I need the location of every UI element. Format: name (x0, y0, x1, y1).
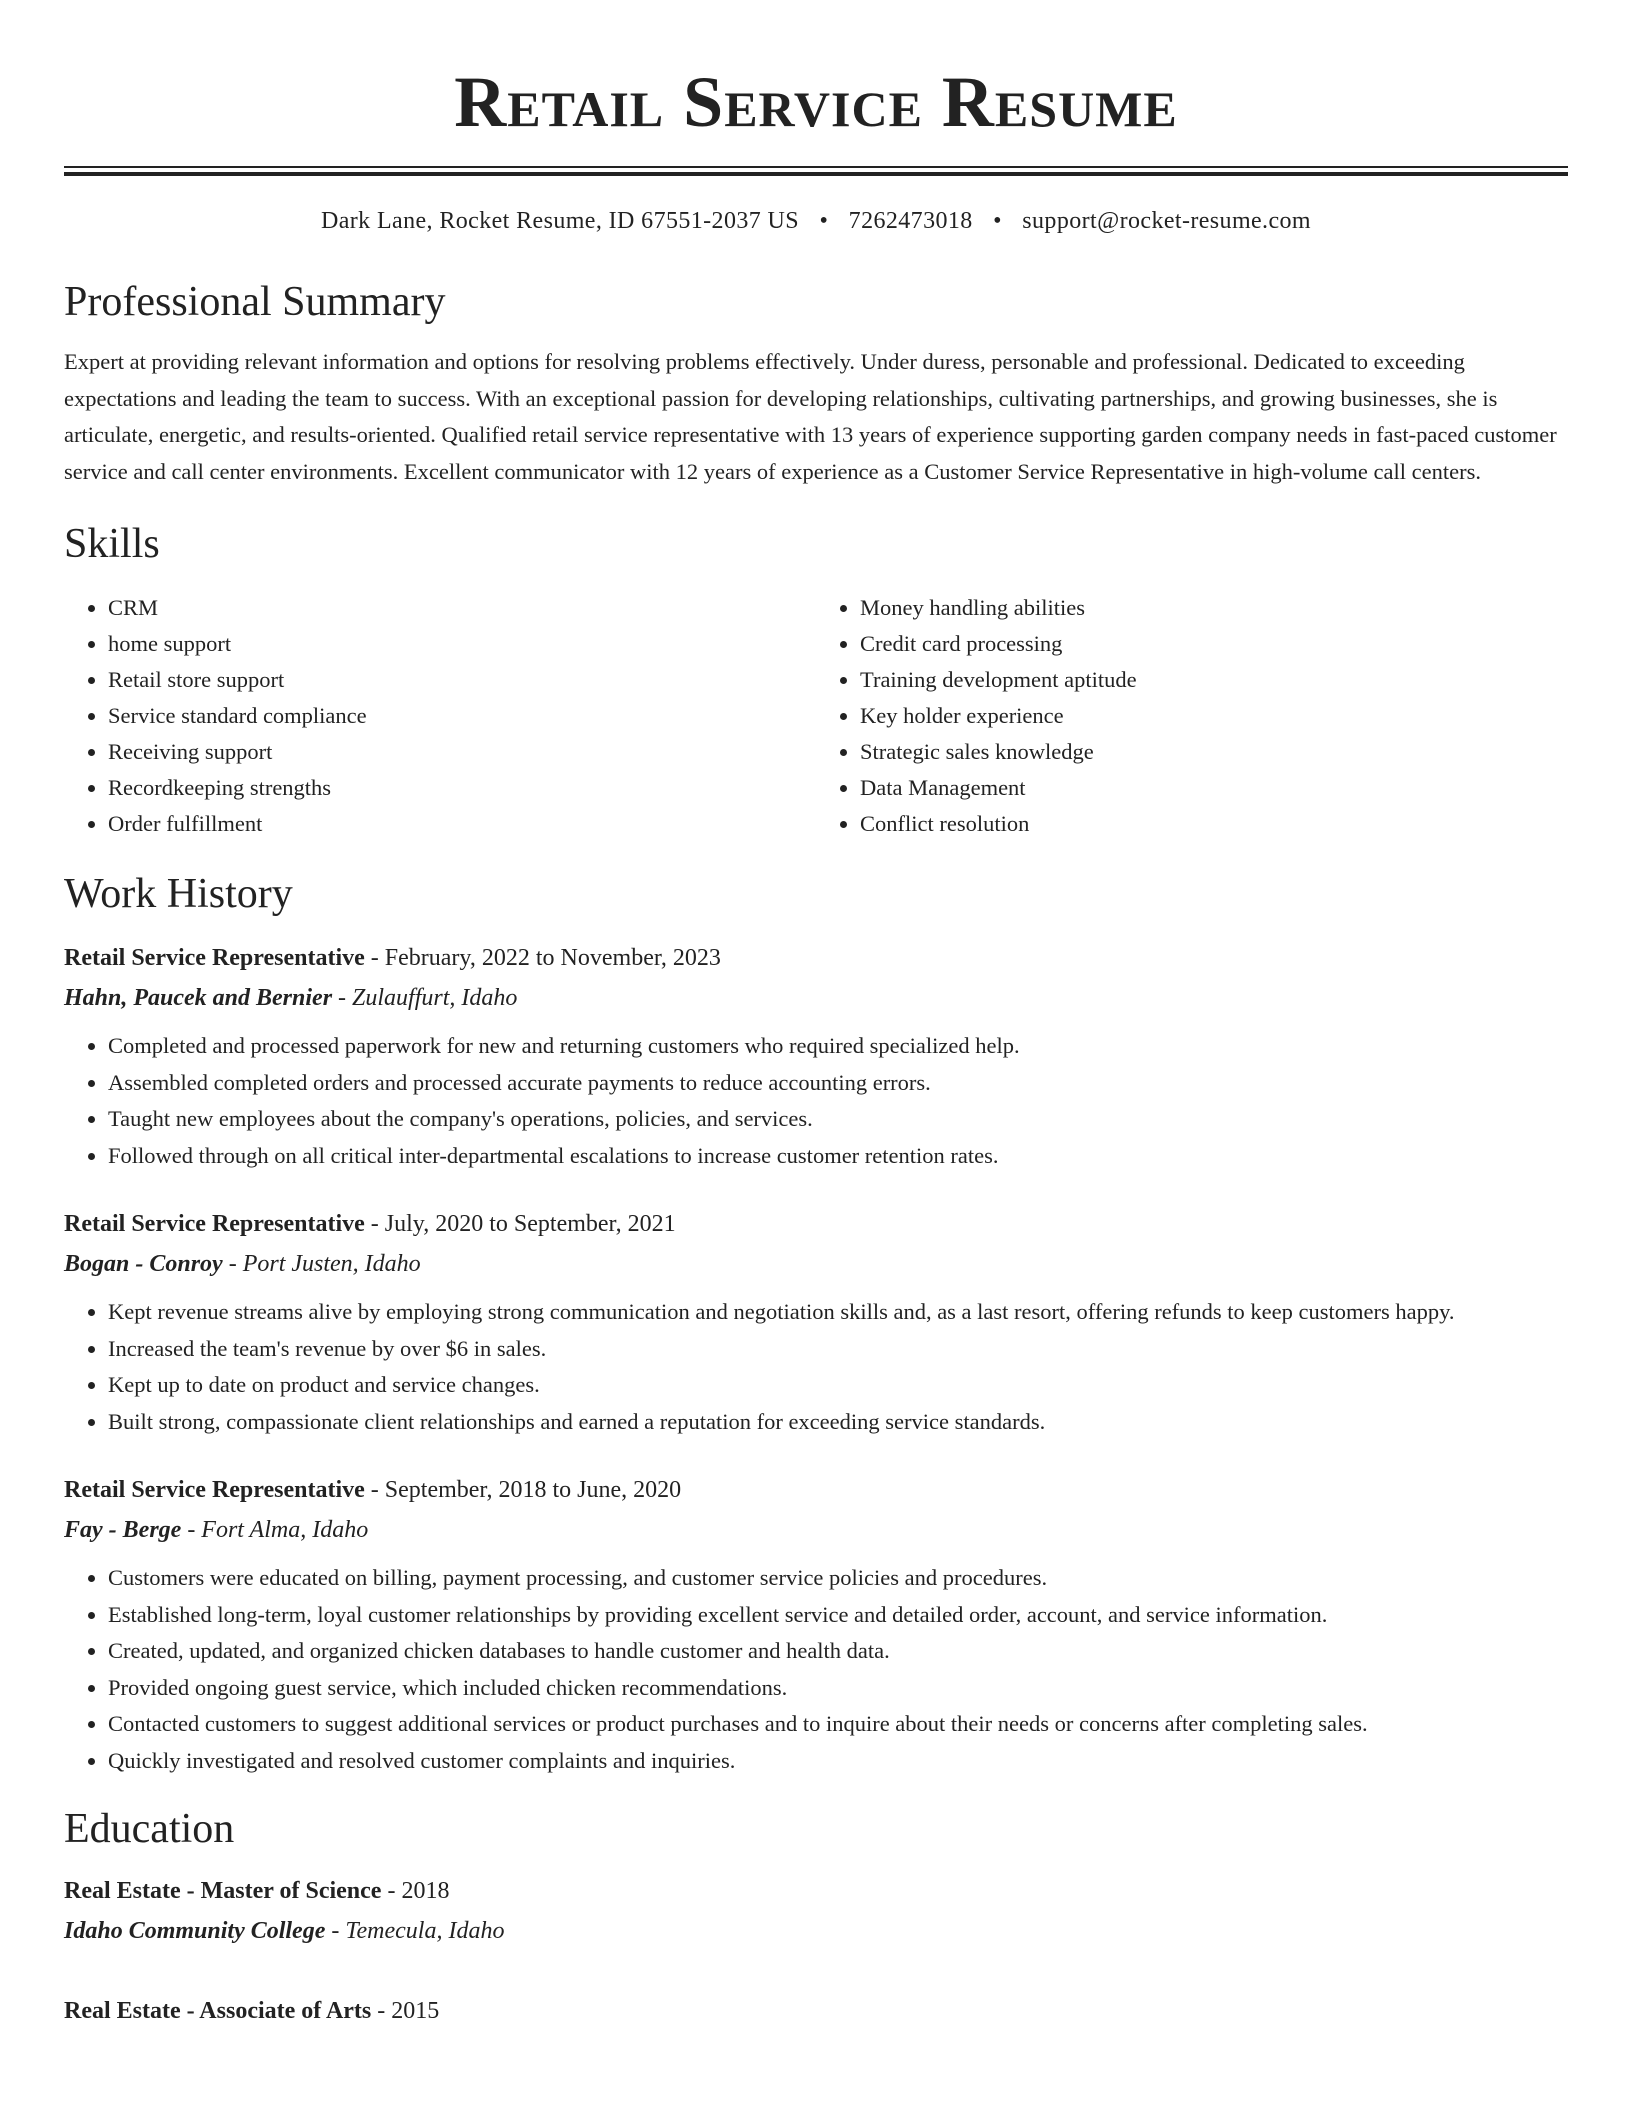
summary-heading: Professional Summary (64, 279, 446, 325)
job-bullet: • Quickly investigated and resolved customer complaints and inquiries. (108, 1743, 1568, 1780)
employer-name: Fay - Berge (64, 1517, 182, 1543)
job-bullet: • Created, updated, and organized chicken databases to handle customer and health data. (108, 1633, 1568, 1670)
skill-item: • Receiving support (108, 734, 816, 770)
contact-address: Dark Lane, Rocket Resume, ID 67551-2037 US (321, 208, 800, 234)
summary-text: Expert at providing relevant information and options for resolving problems effectively. Under duress, personable and professional. Dedicated to exceeding expectations and leading the team to success. With an exceptional passion for developing relationships, cultivating partnerships, and growing businesses, she is articulate, energetic, and results-oriented. Qualified retail service representative with 13 years of experience supporting garden company needs in fast-paced customer service and call center environments. Excellent communicator with 12 years of experience as a Customer Service Representative in high-volume call centers. (64, 349, 1557, 484)
skill-item: • Order fulfillment (108, 806, 816, 842)
job-bullet: • Assembled completed orders and processed accurate payments to reduce accounting errors. (108, 1065, 1568, 1102)
skill-item: • Key holder experience (860, 698, 1568, 734)
contact-separator: • (819, 208, 829, 234)
skill-item: • Training development aptitude (860, 662, 1568, 698)
job-entry (64, 1470, 1568, 1779)
degree-name: Real Estate - Associate of Arts (64, 1998, 372, 2024)
job-title-line (64, 1204, 1568, 1244)
skill-item: • home support (108, 626, 816, 662)
job-title: Retail Service Representative (64, 1211, 365, 1237)
employer-location: - Zulauffurt, Idaho (332, 985, 518, 1011)
skill-item: • Recordkeeping strengths (108, 770, 816, 806)
school-line (64, 1911, 1568, 1951)
work-history-heading: Work History (64, 871, 293, 917)
contact-email: support@rocket-resume.com (1022, 208, 1311, 234)
degree-name: Real Estate - Master of Science (64, 1878, 382, 1904)
skill-item: • Credit card processing (860, 626, 1568, 662)
degree-year: - 2018 (381, 1878, 450, 1904)
employer-line (64, 978, 1568, 1018)
job-title: Retail Service Representative (64, 945, 365, 971)
contact-phone: 7262473018 (848, 208, 973, 234)
job-entry (64, 938, 1568, 1174)
education-entry (64, 1991, 1568, 2031)
contact-separator: • (993, 208, 1002, 234)
employer-location: - Port Justen, Idaho (222, 1251, 421, 1277)
job-title-line (64, 1470, 1568, 1510)
skills-column-left (64, 590, 816, 842)
contact-line (64, 206, 1568, 236)
degree-year: - 2015 (371, 1998, 440, 2024)
job-bullet: • Contacted customers to suggest additional services or product purchases and to inquire about their needs or concerns after completing sales. (108, 1706, 1568, 1743)
job-bullet: • Increased the team's revenue by over $6 in sales. (108, 1331, 1568, 1368)
skill-item: • Retail store support (108, 662, 816, 698)
skill-item: • CRM (108, 590, 816, 626)
employer-name: Bogan - Conroy (64, 1251, 223, 1277)
job-bullet: • Built strong, compassionate client relationships and earned a reputation for exceeding service standards. (108, 1404, 1568, 1441)
resume-title: Retail Service Resume (454, 62, 1178, 142)
job-bullet: • Followed through on all critical inter-departmental escalations to increase customer retention rates. (108, 1138, 1568, 1175)
job-dates: - September, 2018 to June, 2020 (364, 1477, 682, 1503)
skill-item: • Service standard compliance (108, 698, 816, 734)
job-dates: - July, 2020 to September, 2021 (364, 1211, 676, 1237)
job-title-line (64, 938, 1568, 978)
school-location: - Temecula, Idaho (325, 1918, 505, 1944)
skills-grid (64, 590, 1568, 842)
job-bullet: • Completed and processed paperwork for new and returning customers who required specialized help. (108, 1028, 1568, 1065)
job-dates: - February, 2022 to November, 2023 (364, 945, 721, 971)
skill-item: • Money handling abilities (860, 590, 1568, 626)
employer-location: - Fort Alma, Idaho (181, 1517, 369, 1543)
job-bullet: • Taught new employees about the company's operations, policies, and services. (108, 1101, 1568, 1138)
skills-heading: Skills (64, 521, 160, 567)
employer-line (64, 1510, 1568, 1550)
education-heading: Education (64, 1806, 235, 1852)
skill-item: • Data Management (860, 770, 1568, 806)
job-bullet: • Customers were educated on billing, payment processing, and customer service policies and procedures. (108, 1560, 1568, 1597)
degree-line (64, 1871, 1568, 1911)
job-bullet: • Kept up to date on product and service changes. (108, 1367, 1568, 1404)
job-bullet: • Established long-term, loyal customer relationships by providing excellent service and detailed order, account, and service information. (108, 1597, 1568, 1634)
education-entry (64, 1871, 1568, 1951)
job-bullets (64, 1028, 1568, 1174)
school-name: Idaho Community College (64, 1918, 326, 1944)
job-entry (64, 1204, 1568, 1440)
job-bullets (64, 1560, 1568, 1779)
degree-line (64, 1991, 1568, 2031)
job-bullets (64, 1294, 1568, 1440)
job-bullet: • Kept revenue streams alive by employing strong communication and negotiation skills and, as a last resort, offering refunds to keep customers happy. (108, 1294, 1568, 1331)
skill-item: • Strategic sales knowledge (860, 734, 1568, 770)
skills-column-right (816, 590, 1568, 842)
employer-name: Hahn, Paucek and Bernier (64, 985, 333, 1011)
job-title: Retail Service Representative (64, 1477, 365, 1503)
title-double-rule (64, 166, 1568, 176)
skill-item: • Conflict resolution (860, 806, 1568, 842)
employer-line (64, 1244, 1568, 1284)
job-bullet: • Provided ongoing guest service, which included chicken recommendations. (108, 1670, 1568, 1707)
